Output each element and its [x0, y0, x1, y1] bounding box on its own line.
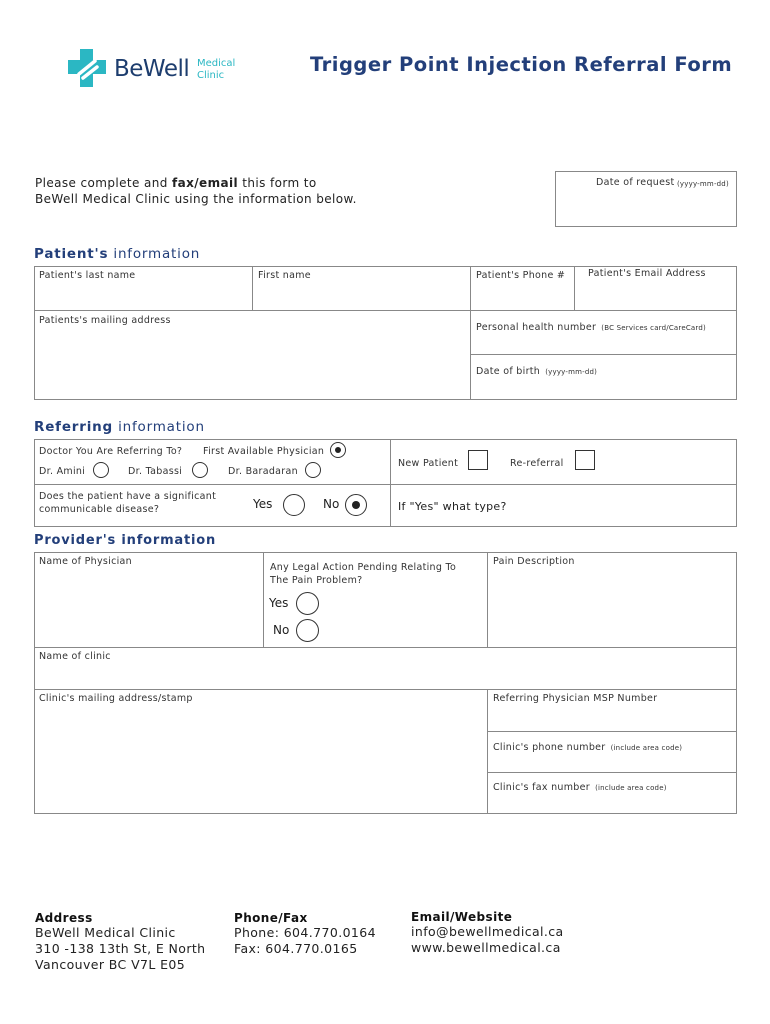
doctor-amini-radio[interactable]	[93, 462, 109, 478]
doctor-baradaran-label: Dr. Baradaran	[228, 466, 298, 477]
footer-web	[411, 910, 564, 956]
address-title: Address	[35, 911, 93, 925]
communicable-no-label: No	[323, 497, 340, 511]
patient-title-bold: Patient's	[34, 246, 109, 262]
address-line-2: 310 -138 13th St, E North	[35, 941, 206, 956]
new-patient-checkbox[interactable]	[468, 450, 488, 470]
clinic-name-field[interactable]: Name of clinic	[39, 651, 111, 662]
form-title: Trigger Point Injection Referral Form	[310, 53, 733, 76]
address-line-3: Vancouver BC V7L E05	[35, 957, 186, 972]
dob-label: Date of birth	[476, 366, 541, 377]
logo	[66, 47, 236, 91]
communicable-q1: Does the patient have a significant	[39, 491, 217, 502]
provider-section-title: Provider's information	[34, 533, 217, 548]
phone-title: Phone/Fax	[234, 911, 308, 925]
legal-no-radio[interactable]	[296, 619, 319, 642]
rereferral-label: Re-referral	[510, 458, 564, 469]
doctor-question: Doctor You Are Referring To?	[39, 446, 183, 457]
fax-number: Fax: 604.770.0165	[234, 941, 358, 956]
patient-section-title	[34, 246, 200, 262]
referring-section-title	[34, 419, 205, 435]
first-name-field[interactable]: First name	[258, 270, 311, 281]
legal-yes-radio[interactable]	[296, 592, 319, 615]
msp-number-field[interactable]: Referring Physician MSP Number	[493, 693, 658, 704]
patient-title-rest: information	[108, 246, 201, 262]
communicable-no-radio[interactable]	[345, 494, 367, 516]
first-available-radio[interactable]	[330, 442, 346, 458]
legal-question	[270, 561, 456, 587]
communicable-yes-radio[interactable]	[283, 494, 305, 516]
communicable-question	[39, 490, 216, 516]
logo-line1: Medical	[197, 58, 236, 69]
referring-title-bold: Referring	[34, 419, 113, 435]
intro-post: this form to	[238, 176, 317, 190]
new-patient-label: New Patient	[398, 458, 459, 469]
legal-q1: Any Legal Action Pending Relating To	[270, 562, 457, 573]
patient-phone-field[interactable]: Patient's Phone #	[476, 270, 566, 281]
doctor-tabassi-label: Dr. Tabassi	[128, 466, 183, 477]
date-of-request-field[interactable]	[555, 171, 737, 227]
website-link[interactable]: www.bewellmedical.ca	[411, 940, 561, 955]
date-of-request-label: Date of request	[596, 177, 675, 188]
mailing-address-field[interactable]: Patients's mailing address	[39, 315, 171, 326]
intro-pre: Please complete and	[35, 176, 173, 190]
footer-address	[35, 911, 206, 973]
dob-hint: (yyyy-mm-dd)	[545, 368, 598, 376]
doctor-amini-label: Dr. Amini	[39, 466, 86, 477]
referring-title-rest: information	[113, 419, 205, 435]
pain-description-field[interactable]: Pain Description	[493, 556, 575, 567]
rereferral-checkbox[interactable]	[575, 450, 595, 470]
web-title: Email/Website	[411, 910, 513, 924]
clinic-phone-field[interactable]	[493, 735, 682, 754]
phone-number: Phone: 604.770.0164	[234, 925, 376, 940]
clinic-address-field[interactable]: Clinic's mailing address/stamp	[39, 693, 193, 704]
legal-no-label: No	[273, 623, 290, 637]
patient-email-field[interactable]: Patient's Email Address	[588, 268, 706, 279]
first-available-label: First Available Physician	[203, 446, 325, 457]
dob-field[interactable]	[476, 359, 597, 378]
date-of-request-hint: (yyyy-mm-dd)	[677, 180, 729, 188]
doctor-baradaran-radio[interactable]	[305, 462, 321, 478]
physician-name-field[interactable]: Name of Physician	[39, 556, 132, 567]
phn-hint: (BC Services card/CareCard)	[601, 324, 706, 332]
email-link[interactable]: info@bewellmedical.ca	[411, 924, 564, 939]
intro-bold: fax/email	[172, 176, 239, 190]
clinic-fax-label: Clinic's fax number	[493, 782, 590, 793]
doctor-tabassi-radio[interactable]	[192, 462, 208, 478]
intro-line2: BeWell Medical Clinic using the information below.	[35, 192, 357, 206]
logo-brand: BeWell	[114, 56, 190, 82]
intro-text	[35, 175, 357, 207]
clinic-fax-hint: (include area code)	[595, 784, 667, 792]
footer-phone	[234, 911, 376, 957]
communicable-q2: communicable disease?	[39, 504, 160, 515]
what-type-field[interactable]: If "Yes" what type?	[398, 500, 507, 513]
last-name-field[interactable]: Patient's last name	[39, 270, 136, 281]
phn-field[interactable]	[476, 315, 706, 334]
phn-label: Personal health number	[476, 322, 597, 333]
address-line-1: BeWell Medical Clinic	[35, 925, 176, 940]
legal-yes-label: Yes	[269, 596, 289, 610]
clinic-phone-hint: (include area code)	[610, 744, 683, 752]
bewell-cross-icon	[66, 47, 108, 89]
legal-q2: The Pain Problem?	[270, 575, 363, 586]
communicable-yes-label: Yes	[253, 497, 273, 511]
clinic-fax-field[interactable]	[493, 775, 667, 794]
clinic-phone-label: Clinic's phone number	[493, 742, 606, 753]
logo-line2: Clinic	[197, 70, 225, 81]
